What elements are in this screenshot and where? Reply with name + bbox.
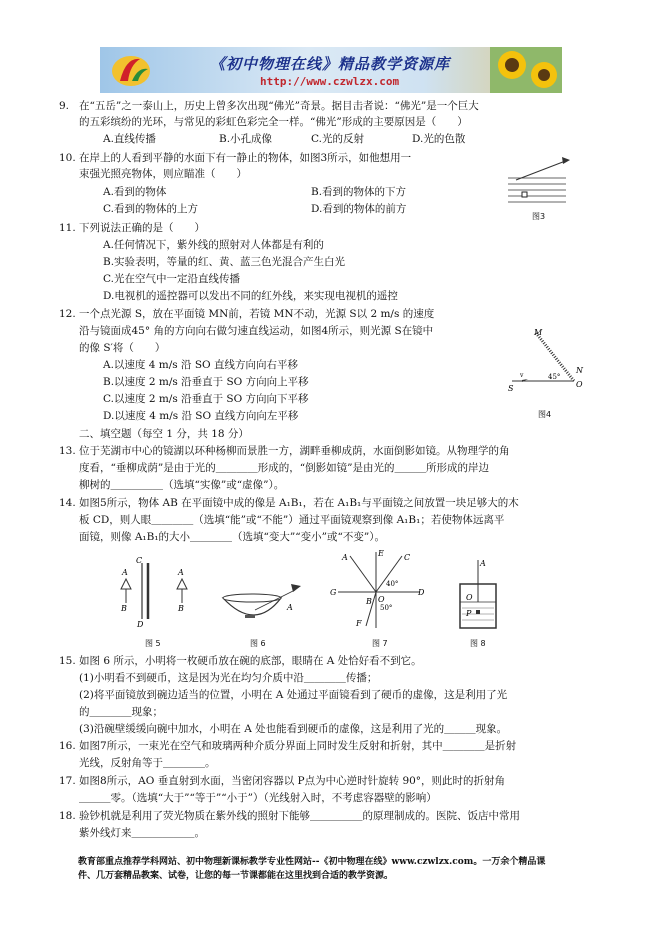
q15-line1: 如图 6 所示，小明将一枚硬币放在碗的底部，眼睛在 A 处恰好看不到它。: [79, 655, 422, 667]
header-banner: [100, 47, 562, 93]
q9-option-a: A.直线传播: [103, 133, 156, 145]
q17-line1: 如图8所示，AO 垂直射到水面，当密闭容器以 P点为中心逆时针旋转 90°，则此时的折射角: [79, 775, 506, 787]
svg-text:C: C: [404, 553, 411, 562]
svg-text:A: A: [178, 568, 184, 577]
question-number: 18.: [59, 810, 76, 822]
svg-text:D: D: [418, 588, 425, 597]
q11-option-a: A.任何情况下，紫外线的照射对人体都是有利的: [103, 239, 324, 251]
q15-line3: (2)将平面镜放到碗边适当的位置，小明在 A 处通过平面镜看到了硬币的虚像，这是利用了光: [79, 689, 508, 701]
figure-3-water-diagram: [508, 152, 578, 212]
q13-line3: 柳树的＿＿＿＿＿（选填“实像”或“虚像”）。: [79, 479, 285, 491]
q17-line2: ＿＿＿零。（选填“大于”“等于”“小于”）（光线射入时，不考虑容器壁的影响）: [79, 792, 437, 804]
svg-text:O: O: [576, 380, 583, 389]
svg-text:M: M: [534, 328, 543, 337]
q10-option-d: D.看到的物体的前方: [311, 203, 407, 215]
svg-text:v: v: [520, 372, 524, 379]
svg-text:S: S: [508, 384, 514, 393]
figure-8-container-diagram: [452, 556, 502, 630]
q16-line2: 光线，反射角等于＿＿＿＿。: [79, 757, 216, 769]
figure-4-caption: 图4: [538, 410, 552, 419]
svg-text:G: G: [330, 588, 337, 597]
svg-text:40°: 40°: [386, 580, 399, 588]
figure-5-diagram: [112, 555, 197, 630]
figure-6-bowl-diagram: [215, 570, 305, 630]
svg-text:50°: 50°: [380, 604, 393, 612]
figure-7-refraction-diagram: [330, 548, 430, 630]
banner-url[interactable]: http://www.czwlzx.com: [260, 75, 400, 88]
svg-text:B: B: [121, 604, 127, 613]
figure-7-caption: 图 7: [372, 639, 388, 648]
q16-line1: 如图7所示，一束光在空气和玻璃两种介质分界面上同时发生反射和折射，其中＿＿＿＿是折射: [79, 740, 517, 752]
q11-option-b: B.实验表明，等量的红、黄、蓝三色光混合产生白光: [103, 256, 346, 268]
q9-option-b: B.小孔成像: [219, 133, 273, 145]
svg-text:C: C: [136, 556, 143, 565]
svg-text:45°: 45°: [548, 373, 561, 381]
figure-4-mirror-diagram: [508, 325, 588, 401]
q11-line1: 下列说法正确的是（ ）: [79, 222, 205, 234]
svg-text:P: P: [466, 609, 472, 618]
svg-text:A: A: [342, 553, 348, 562]
question-number: 10.: [59, 152, 76, 164]
q12-option-a: A.以速度 4 m/s 沿 SO 直线方向向右平移: [103, 359, 298, 371]
q18-line1: 验钞机就是利用了荧光物质在紫外线的照射下能够＿＿＿＿＿的原理制成的。医院、饭店中常用: [79, 810, 520, 822]
q14-line1: 如图5所示，物体 AB 在平面镜中成的像是 A₁B₁，若在 A₁B₁与平面镜之间放置一块足够大的木: [79, 497, 519, 509]
svg-text:O: O: [466, 593, 473, 602]
q10-option-b: B.看到的物体的下方: [311, 186, 407, 198]
q13-line1: 位于芜湖市中心的镜湖以环种杨柳而景胜一方，湖畔垂柳成荫，水面倒影如镜。从物理学的角: [79, 445, 510, 457]
question-number: 15.: [59, 655, 76, 667]
svg-text:D: D: [137, 620, 144, 629]
q10-line1: 在岸上的人看到平静的水面下有一静止的物体，如图3所示，如他想用一: [79, 152, 412, 164]
q14-line2: 板 CD，则人眼＿＿＿＿（选填“能”或“不能”）通过平面镜观察到像 A₁B₁；若使物体远离平: [79, 514, 505, 526]
site-logo-icon: [110, 51, 152, 89]
q10-option-a: A.看到的物体: [103, 186, 167, 198]
page-footer: [78, 855, 598, 883]
svg-text:A: A: [287, 603, 293, 612]
question-number: 11.: [59, 222, 76, 234]
q10-line2: 束强光照亮物体，则应瞄准（ ）: [79, 168, 247, 180]
sunflower-image-icon: [490, 47, 562, 93]
q12-option-c: C.以速度 2 m/s 沿垂直于 SO 方向向下平移: [103, 393, 309, 405]
q9-line1: 在“五岳”之一泰山上，历史上曾多次出现“佛光”奇景。据目击者说：“佛光”是一个巨大: [79, 100, 479, 112]
q15-line5: (3)沿碗壁缓缓向碗中加水，小明在 A 处也能看到硬币的虚像，这是利用了光的＿＿＿现象。: [79, 723, 508, 735]
footer-line1: 教育部重点推荐学科网站、初中物理新课标教学专业性网站--《初中物理在线》www.czwlzx.com。一万余个精品课: [78, 857, 546, 867]
svg-text:F: F: [356, 619, 362, 628]
svg-text:B: B: [366, 597, 372, 606]
q12-option-d: D.以速度 4 m/s 沿 SO 直线方向向左平移: [103, 410, 299, 422]
svg-text:O: O: [378, 595, 385, 604]
question-number: 14.: [59, 497, 76, 509]
question-number: 9.: [59, 100, 70, 112]
q12-line3: 的像 S′将（ ）: [79, 342, 166, 354]
question-number: 13.: [59, 445, 76, 457]
question-number: 16.: [59, 740, 76, 752]
q18-line2: 紫外线灯来＿＿＿＿＿＿。: [79, 827, 205, 839]
svg-text:A: A: [122, 568, 128, 577]
q15-line4: 的＿＿＿＿现象；: [79, 706, 163, 718]
banner-title: 《初中物理在线》精品教学资源库: [210, 55, 451, 73]
q10-option-c: C.看到的物体的上方: [103, 203, 198, 215]
q12-line2: 沿与镜面成45° 角的方向向右做匀速直线运动，如图4所示，则光源 S在镜中: [79, 325, 434, 337]
question-number: 17.: [59, 775, 76, 787]
q13-line2: 度看，“垂柳成荫”是由于光的＿＿＿＿形成的，“倒影如镜”是由光的＿＿＿所形成的岸边: [79, 462, 489, 474]
svg-text:N: N: [576, 366, 583, 375]
q15-line2: (1)小明看不到硬币，这是因为光在均匀介质中沿＿＿＿＿传播；: [79, 672, 378, 684]
section-heading: 二、填空题（每空 1 分，共 18 分）: [79, 428, 249, 440]
figure-6-caption: 图 6: [250, 639, 266, 648]
svg-text:A: A: [480, 559, 486, 568]
q12-option-b: B.以速度 2 m/s 沿垂直于 SO 方向向上平移: [103, 376, 309, 388]
footer-line2: 件、几万套精品教案、试卷，让您的每一节课都能在这里找到合适的教学资源。: [78, 871, 394, 881]
q11-option-c: C.光在空气中一定沿直线传播: [103, 273, 240, 285]
figure-5-caption: 图 5: [145, 639, 161, 648]
q9-option-c: C.光的反射: [311, 133, 364, 145]
figure-8-caption: 图 8: [470, 639, 486, 648]
svg-text:B: B: [178, 604, 184, 613]
svg-text:E: E: [378, 549, 384, 558]
figure-3-caption: 图3: [532, 212, 546, 221]
q9-option-d: D.光的色散: [412, 133, 466, 145]
q9-line2: 的五彩缤纷的光环，与常见的彩虹色彩完全一样。“佛光”形成的主要原因是（ ）: [79, 116, 468, 128]
q14-line3: 面镜，则像 A₁B₁的大小＿＿＿＿（选填“变大”“变小”或“不变”）。: [79, 531, 386, 543]
q12-line1: 一个点光源 S，放在平面镜 MN前，若镜 MN不动，光源 S以 2 m/s 的速度: [79, 308, 435, 320]
question-number: 12.: [59, 308, 76, 320]
q11-option-d: D.电视机的遥控器可以发出不同的红外线，来实现电视机的遥控: [103, 290, 398, 302]
